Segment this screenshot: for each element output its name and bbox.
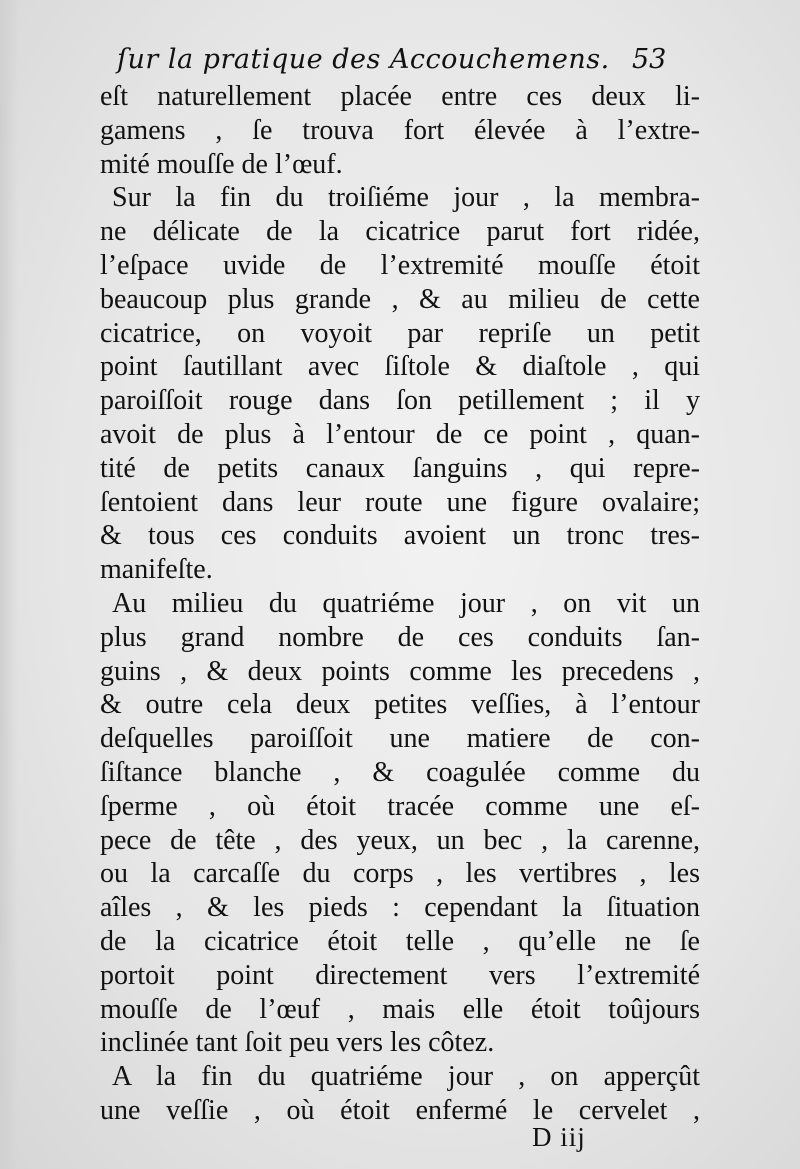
text-line: de la cicatrice étoit telle , qu’elle ne ſe — [100, 925, 700, 957]
text-line: paroiſſoit rouge dans ſon petillement ; il y — [100, 385, 700, 417]
signature-mark: D iij — [532, 1122, 586, 1152]
text-line: mouſſe de l’œuf , mais elle étoit toûjours — [100, 993, 700, 1025]
text-line: deſquelles paroiſſoit une matiere de con- — [100, 723, 700, 755]
text-line: tité de petits canaux ſanguins , qui repre- — [100, 452, 700, 484]
text-line: portoit point directement vers l’extremité — [100, 959, 700, 991]
page-edge-shadow — [0, 0, 18, 1169]
text-line: point ſautillant avec ſiſtole & diaſtole , qui — [100, 351, 700, 383]
text-line: gamens , ſe trouva fort élevée à l’extre- — [100, 114, 700, 146]
text-line: l’eſpace uvide de l’extremité mouſſe étoit — [100, 249, 700, 281]
paragraph-start-line: Sur la fin du troiſiéme jour , la membra- — [112, 182, 700, 214]
text-line: pece de tête , des yeux, un bec , la carenne, — [100, 824, 700, 856]
paragraph-start-line: A la fin du quatriéme jour , on apperçût — [112, 1061, 700, 1093]
text-line: guins , & deux points comme les precedens , — [100, 655, 700, 687]
text-line: beaucoup plus grande , & au milieu de cette — [100, 283, 700, 315]
text-line: avoit de plus à l’entour de ce point , quan- — [100, 418, 700, 450]
text-line: une veſſie , où étoit enfermé le cervelet , — [100, 1094, 700, 1126]
text-line: & outre cela deux petites veſſies, à l’entour — [100, 689, 700, 721]
text-line: ſperme , où étoit tracée comme une eſ- — [100, 790, 700, 822]
text-line: mité mouſſe de l’œuf. — [100, 148, 343, 180]
text-line: ſentoient dans leur route une figure ovalaire; — [100, 486, 700, 518]
body-text — [100, 80, 700, 1128]
text-line: & tous ces conduits avoient un tronc tres- — [100, 520, 700, 552]
text-line: eſt naturellement placée entre ces deux li- — [100, 81, 700, 112]
text-line: ou la carcaſſe du corps , les vertibres , les — [100, 858, 700, 890]
paragraph-start-line: Au milieu du quatriéme jour , on vit un — [112, 587, 700, 619]
text-line: aîles , & les pieds : cependant la ſituation — [100, 892, 700, 924]
page-number: 53 — [632, 44, 667, 75]
text-line: ſiſtance blanche , & coagulée comme du — [100, 756, 700, 788]
text-line: plus grand nombre de ces conduits ſan- — [100, 621, 700, 653]
text-line: inclinée tant ſoit peu vers les côtez. — [100, 1027, 495, 1059]
text-line: ne délicate de la cicatrice parut fort ridée, — [100, 216, 700, 248]
text-line: manifeſte. — [100, 554, 213, 586]
running-header: ſur la pratique des Accouchemens. — [117, 44, 610, 75]
text-line: cicatrice, on voyoit par repriſe un petit — [100, 317, 700, 349]
